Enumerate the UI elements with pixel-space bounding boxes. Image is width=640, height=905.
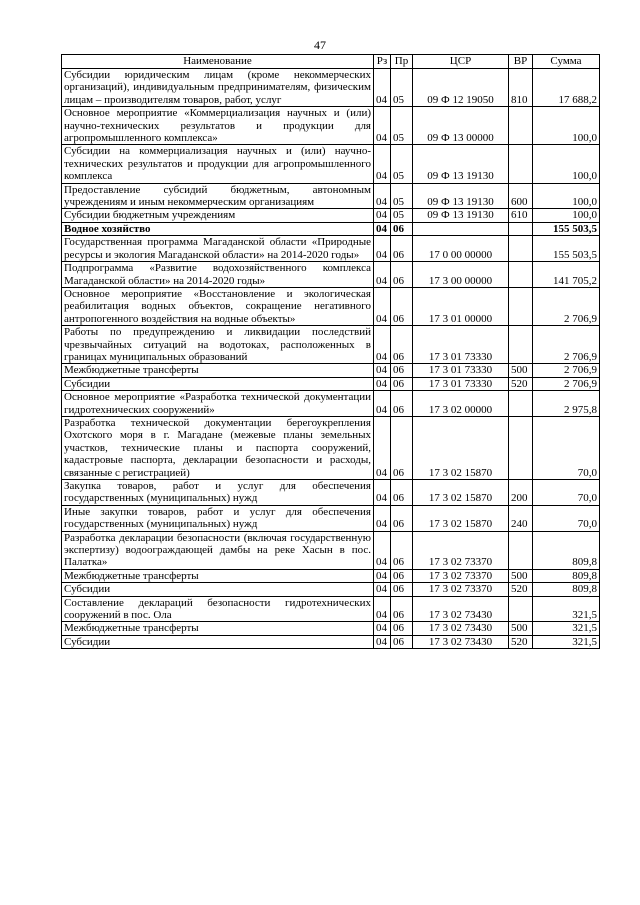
cell-pr: 05 — [391, 209, 413, 222]
cell-rz: 04 — [374, 183, 391, 209]
cell-name: Субсидии юридическим лицам (кроме некоммерческих организаций), индивидуальным предпринимателям, физическим лицам – производителям товаров, работ, услуг — [62, 69, 374, 107]
cell-csr: 09 Ф 13 00000 — [413, 107, 509, 145]
cell-pr: 05 — [391, 107, 413, 145]
cell-rz: 04 — [374, 69, 391, 107]
cell-sum: 155 503,5 — [533, 222, 600, 235]
cell-name: Субсидии бюджетным учреждениям — [62, 209, 374, 222]
cell-csr: 17 3 00 00000 — [413, 262, 509, 288]
cell-rz: 04 — [374, 145, 391, 183]
cell-csr: 17 3 01 73330 — [413, 377, 509, 390]
cell-csr: 17 0 00 00000 — [413, 236, 509, 262]
cell-rz: 04 — [374, 569, 391, 582]
cell-vr — [509, 145, 533, 183]
cell-rz: 04 — [374, 364, 391, 377]
cell-vr — [509, 326, 533, 364]
cell-rz: 04 — [374, 505, 391, 531]
cell-vr — [509, 596, 533, 622]
cell-name: Межбюджетные трансферты — [62, 364, 374, 377]
cell-vr — [509, 287, 533, 325]
cell-sum: 321,5 — [533, 622, 600, 635]
cell-vr — [509, 222, 533, 235]
cell-sum: 100,0 — [533, 183, 600, 209]
cell-pr: 06 — [391, 480, 413, 506]
cell-rz: 04 — [374, 209, 391, 222]
cell-sum: 70,0 — [533, 416, 600, 479]
cell-csr: 17 3 02 00000 — [413, 391, 509, 417]
cell-csr: 09 Ф 13 19130 — [413, 183, 509, 209]
cell-pr: 06 — [391, 416, 413, 479]
cell-name: Основное мероприятие «Коммерциализация научных и (или) научно-технических результатов и продукции для агропромышленного комплекса» — [62, 107, 374, 145]
column-header-rz: Рз — [374, 55, 391, 69]
cell-vr — [509, 531, 533, 569]
cell-csr: 09 Ф 13 19130 — [413, 145, 509, 183]
cell-vr: 200 — [509, 480, 533, 506]
cell-pr: 06 — [391, 236, 413, 262]
cell-name: Межбюджетные трансферты — [62, 569, 374, 582]
cell-sum: 321,5 — [533, 596, 600, 622]
cell-sum: 2 706,9 — [533, 326, 600, 364]
cell-sum: 2 706,9 — [533, 287, 600, 325]
table-row — [62, 209, 600, 222]
cell-vr — [509, 391, 533, 417]
cell-rz: 04 — [374, 236, 391, 262]
cell-csr: 17 3 02 73370 — [413, 531, 509, 569]
cell-csr: 17 3 02 73370 — [413, 569, 509, 582]
cell-csr: 17 3 02 73430 — [413, 596, 509, 622]
cell-sum: 809,8 — [533, 531, 600, 569]
cell-pr: 05 — [391, 145, 413, 183]
cell-name: Разработка технической документации берегоукрепления Охотского моря в г. Магадане (межевые планы земельных участков, технические планы и паспорта сооружений, кадастровые паспорта, декларации безопасности и расходы, связанные с регистрацией) — [62, 416, 374, 479]
cell-pr: 06 — [391, 583, 413, 596]
cell-pr: 06 — [391, 635, 413, 648]
cell-rz: 04 — [374, 480, 391, 506]
page-number: 47 — [314, 38, 326, 52]
cell-name: Субсидии — [62, 635, 374, 648]
table-row — [62, 583, 600, 596]
cell-rz: 04 — [374, 222, 391, 235]
cell-pr: 06 — [391, 531, 413, 569]
cell-sum: 70,0 — [533, 505, 600, 531]
cell-vr: 600 — [509, 183, 533, 209]
cell-sum: 141 705,2 — [533, 262, 600, 288]
cell-vr: 520 — [509, 635, 533, 648]
cell-sum: 321,5 — [533, 635, 600, 648]
cell-name: Работы по предупреждению и ликвидации последствий чрезвычайных ситуаций на водотоках, расположенных в границах муниципальных образований — [62, 326, 374, 364]
cell-name: Субсидии — [62, 583, 374, 596]
table-header-row — [62, 55, 600, 69]
table-row — [62, 569, 600, 582]
table-row — [62, 622, 600, 635]
cell-name: Подпрограмма «Развитие водохозяйственного комплекса Магаданской области» на 2014-2020 годы» — [62, 262, 374, 288]
cell-name: Закупка товаров, работ и услуг для обеспечения государственных (муниципальных) нужд — [62, 480, 374, 506]
cell-vr — [509, 262, 533, 288]
cell-pr: 06 — [391, 569, 413, 582]
cell-vr — [509, 236, 533, 262]
cell-name: Межбюджетные трансферты — [62, 622, 374, 635]
cell-sum: 809,8 — [533, 569, 600, 582]
cell-csr: 09 Ф 12 19050 — [413, 69, 509, 107]
cell-name: Субсидии на коммерциализация научных и (или) научно-технических результатов и продукции для агропромышленного комплекса — [62, 145, 374, 183]
cell-csr: 17 3 02 73430 — [413, 635, 509, 648]
cell-sum: 17 688,2 — [533, 69, 600, 107]
cell-pr: 06 — [391, 364, 413, 377]
cell-rz: 04 — [374, 596, 391, 622]
table-row — [62, 262, 600, 288]
cell-rz: 04 — [374, 262, 391, 288]
cell-sum: 70,0 — [533, 480, 600, 506]
table-row — [62, 222, 600, 235]
cell-pr: 06 — [391, 377, 413, 390]
table-row — [62, 505, 600, 531]
cell-rz: 04 — [374, 377, 391, 390]
cell-rz: 04 — [374, 622, 391, 635]
cell-rz: 04 — [374, 326, 391, 364]
table-row — [62, 416, 600, 479]
cell-name: Основное мероприятие «Разработка технической документации гидротехнических сооружений» — [62, 391, 374, 417]
table-row — [62, 391, 600, 417]
cell-csr: 17 3 01 00000 — [413, 287, 509, 325]
cell-vr — [509, 416, 533, 479]
cell-name: Водное хозяйство — [62, 222, 374, 235]
column-header-vr: ВР — [509, 55, 533, 69]
table-row — [62, 531, 600, 569]
cell-pr: 06 — [391, 262, 413, 288]
cell-rz: 04 — [374, 287, 391, 325]
cell-vr: 520 — [509, 377, 533, 390]
cell-name: Составление деклараций безопасности гидротехнических сооружений в пос. Ола — [62, 596, 374, 622]
column-header-csr: ЦСР — [413, 55, 509, 69]
cell-csr: 17 3 02 73430 — [413, 622, 509, 635]
cell-vr: 240 — [509, 505, 533, 531]
table-row — [62, 596, 600, 622]
table-row — [62, 107, 600, 145]
table-body — [62, 69, 600, 649]
cell-vr: 520 — [509, 583, 533, 596]
cell-name: Государственная программа Магаданской области «Природные ресурсы и экология Магаданской области» на 2014-2020 годы» — [62, 236, 374, 262]
cell-vr: 500 — [509, 364, 533, 377]
cell-csr: 17 3 01 73330 — [413, 326, 509, 364]
cell-pr: 06 — [391, 622, 413, 635]
table-row — [62, 480, 600, 506]
budget-table — [61, 54, 600, 649]
cell-csr: 09 Ф 13 19130 — [413, 209, 509, 222]
cell-sum: 155 503,5 — [533, 236, 600, 262]
table-row — [62, 326, 600, 364]
table-row — [62, 236, 600, 262]
cell-csr: 17 3 01 73330 — [413, 364, 509, 377]
table-row — [62, 69, 600, 107]
cell-vr: 500 — [509, 622, 533, 635]
cell-csr: 17 3 02 15870 — [413, 480, 509, 506]
cell-pr: 06 — [391, 222, 413, 235]
cell-csr: 17 3 02 73370 — [413, 583, 509, 596]
cell-rz: 04 — [374, 635, 391, 648]
cell-csr — [413, 222, 509, 235]
cell-name: Предоставление субсидий бюджетным, автономным учреждениям и иным некоммерческим организациям — [62, 183, 374, 209]
table-row — [62, 377, 600, 390]
table-row — [62, 364, 600, 377]
cell-vr: 610 — [509, 209, 533, 222]
cell-pr: 06 — [391, 596, 413, 622]
cell-name: Основное мероприятие «Восстановление и экологическая реабилитация водных объектов, сокращение негативного антропогенного воздействия на водные объекты» — [62, 287, 374, 325]
cell-pr: 06 — [391, 391, 413, 417]
table-row — [62, 287, 600, 325]
cell-sum: 100,0 — [533, 107, 600, 145]
cell-pr: 05 — [391, 183, 413, 209]
cell-pr: 06 — [391, 505, 413, 531]
cell-vr — [509, 107, 533, 145]
cell-vr: 500 — [509, 569, 533, 582]
cell-pr: 06 — [391, 326, 413, 364]
cell-sum: 2 975,8 — [533, 391, 600, 417]
cell-pr: 06 — [391, 287, 413, 325]
cell-rz: 04 — [374, 416, 391, 479]
cell-pr: 05 — [391, 69, 413, 107]
cell-csr: 17 3 02 15870 — [413, 416, 509, 479]
cell-sum: 2 706,9 — [533, 377, 600, 390]
table-row — [62, 635, 600, 648]
cell-rz: 04 — [374, 583, 391, 596]
cell-rz: 04 — [374, 107, 391, 145]
column-header-sum: Сумма — [533, 55, 600, 69]
cell-vr: 810 — [509, 69, 533, 107]
cell-sum: 2 706,9 — [533, 364, 600, 377]
cell-sum: 100,0 — [533, 145, 600, 183]
cell-rz: 04 — [374, 391, 391, 417]
cell-name: Разработка декларации безопасности (включая государственную экспертизу) водоограждающей дамбы на реке Хасын в пос. Палатка» — [62, 531, 374, 569]
cell-csr: 17 3 02 15870 — [413, 505, 509, 531]
table-row — [62, 145, 600, 183]
cell-name: Субсидии — [62, 377, 374, 390]
cell-sum: 809,8 — [533, 583, 600, 596]
column-header-pr: Пр — [391, 55, 413, 69]
cell-name: Иные закупки товаров, работ и услуг для обеспечения государственных (муниципальных) нужд — [62, 505, 374, 531]
column-header-name: Наименование — [62, 55, 374, 69]
table-row — [62, 183, 600, 209]
cell-rz: 04 — [374, 531, 391, 569]
cell-sum: 100,0 — [533, 209, 600, 222]
